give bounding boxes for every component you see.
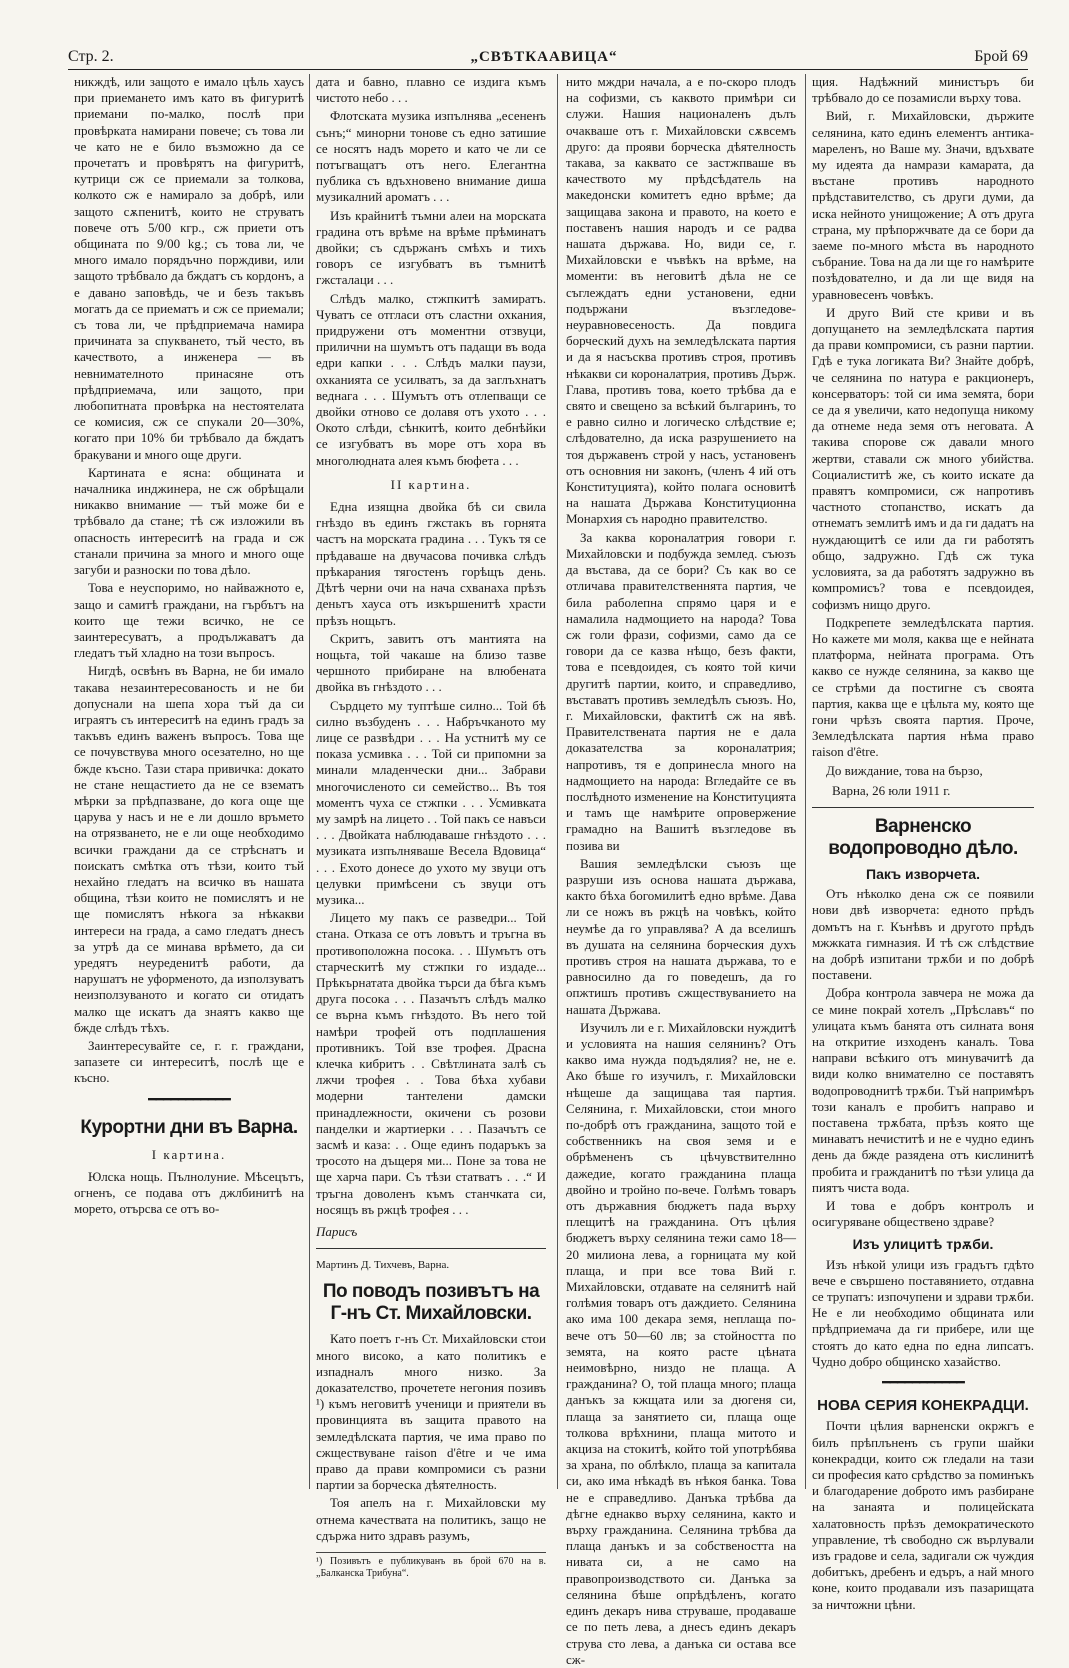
paragraph: До виждание, това на бързо, <box>826 762 983 778</box>
paragraph: Изъ крайнитѣ тъмни алеи на морската градина отъ врѣме на врѣме прѣминатъ двойки; съ сдържанъ смѣхъ и тихъ говоръ се изгубватъ въ тъмнитѣ гжсталаци . . . <box>316 207 546 288</box>
paragraph: Като поетъ г-нъ Ст. Михайловски стои много високо, а като политикъ е изпадналъ много низко. За доказателство, прочетете негония позивъ ¹) къмъ неговитѣ ученици и приятели въ провинцията въ защита правото на земледѣлската партия, че има право по сжществуване raison d'être и че има право да прави компромиси съ разни партии за борческа дѣятелность. <box>316 1331 546 1493</box>
section-subheading: II картина. <box>390 476 472 492</box>
paragraph: Заинтересувайте се, г. г. граждани, запазете си интереситѣ, послѣ ще е късно. <box>74 1037 304 1086</box>
paragraph: Картината е ясна: общината и началника инджинера, не сж обрѣщали никакво внимание — тъй може би е трѣбвало да стане; тѣ сж изложили въ опасность интереситѣ на града и сж станали причина за много и много още загуби и разноски по това дѣло. <box>74 464 304 578</box>
paragraph: Добра контрола завчера не можа да се мине покрай хотелъ „Прѣславъ“ по улицата къмъ банята отъ силната воня на откритие изходенъ каналъ. Това направи всѣкиго отъ минувачитѣ да види колко внимателно се поставятъ водопроводнитѣ трѫби. Тъй напримѣръ този каналъ е пробитъ направо и поставена трѫбата, прѣзъ която ще минаватъ нечиститѣ и не е чудно единъ день да бжде разядена отъ кислинитѣ пробита и гражданитѣ по тѣзи улица да пиятъ чиста вода. <box>812 985 1034 1195</box>
page-header <box>68 40 1028 70</box>
paragraph: Лицето му пакъ се разведри... Той стана. Отказа се отъ ловътъ и тръгна въ противоположна посока. . . Шумътъ отъ старческитѣ му стжпки го издаде... Прѣкърнатата двойка търси да бѣга къмъ друга посока . . . Пазачътъ слѣдъ малко се върна къмъ гнѣздото. Въ него той намѣри трофей отъ подплашения противникъ. Той взе трофея. Драсна клечка кибритъ . . Свѣтлината залѣ съ лжчи трофея . . Това бѣха хубави модерни тантелени дамски принадлежности, окичени съ розови панделки и жартиерки . . . Пазачътъ се засмѣ и каза: . . Още единъ подаръкъ за тросото на дъщеря ми... Поне за това не ще харча пари. Съ тѣзи статватъ . . .“ И тръгна доволенъ къмъ станчката си, носящъ въ ржцѣ трофея . . . <box>316 910 546 1217</box>
section-heading: Пакъ изворчета. <box>866 865 980 882</box>
paragraph: нито мждри начала, а е по-скоро плодъ на софизми, съ каквото примѣри си служи. Нашия националенъ дълъ очакваше отъ г. Михайловски сѫвсемъ друго: да прояви борческа дѣятелность такава, за каквато се застжпваше въ качеството му прѣдсѣдатель на македонски комитетъ едно врѣме; да защищава закона и правото, на което е поставенъ нашия народъ и се радва нашата държава. Но, види се, г. Михайловски е чъвѣкъ на врѣме, на моменти: въ неговитѣ дѣла не се съглеждатъ едни установени, едни подържани възгледове-неуравновесеность. Да повдига борческий духъ на земледѣлската партия и да я насъсква противъ строя, противъ нѣкакви си короналатрия, противъ Държ. Глава, противъ това, което трѣбва да е свято и свещено за всѣкий българинъ, то е равно силно и логическо слѣдствие е; слѣдователно, да иска разрушението на тоя държавенъ строй у насъ, установенъ отъ основния ни законъ, (членъ 4 ий отъ Конституцията), който полага основитѣ на нашата Държава Конституционна Монархия съ народно правителство. <box>566 74 796 527</box>
masthead: „СВѢТКААВИЦА“ <box>470 49 618 65</box>
ornament-divider: ━━━━━━━━━━━ <box>882 1376 964 1392</box>
paragraph: Сърдцето му туптѣше силно... Той бѣ силно възбуденъ . . . Набръчканото му лице се развѣдри . . . На устнитѣ му се показа усмивка . . . Той си припомни за минали младенчески дни... Забрави многочисленото си семейство... Въ тоя моментъ чуха се стжпки . . . Усмивката му замрѣ на лицето . . Той пакъ се навъси . . . Двойката наблюдаваше гнѣздото . . . музиката изпълняваше Весела Вдовица“ . . . Ехото донесе до ухото му звуци отъ целувки примѣсени съ звуци отъ музика... <box>316 697 546 907</box>
signature: Парисъ <box>316 1224 358 1240</box>
paragraph: И друго Вий сте криви и въ допущането на земледѣлската партия да прави компромиси, съ разни партии. Гдѣ е тука логиката Ви? Знайте добрѣ, че селянина по натура е ракционеръ, консерваторъ: той си има земята, бори се да я увеличи, като недопуща никому да отнеме неда земя отъ неговата. А такива спорове сж давали много жертви, ставали сж много убийства. Социалиститѣ же, съ които искате да правятъ компромиси, сж напротивъ частното стопанство, искатъ да отнематъ землитѣ имъ и да ги дадатъ на нуждающитѣ се или да ги работятъ общо, задружно. Гдѣ сж тука условията, за да работятъ задружно въ компромисъ? това е псевдоидея, софизмъ нищо друго. <box>812 304 1034 612</box>
paragraph: дата и бавно, плавно се издига къмъ чистото небо . . . <box>316 74 546 106</box>
paragraph: Подкрепете земледѣлската партия. Но кажете ми моля, каква ще е нейната платформа, нейната програма. Отъ какво се нужде селянина, за какво ще се стрѣми да постигне съ своята партия, каква ще е цѣльта му, която ще гони чрѣзъ своята партия. Проче, Земледѣлската партия нѣма право raison d'être. <box>812 614 1034 760</box>
column-4 <box>812 74 1034 1612</box>
column-divider <box>805 74 806 1489</box>
column-3 <box>566 74 796 1667</box>
paragraph: Отъ нѣколко дена сж се появили нови двѣ изворчета: едното прѣдъ домътъ на г. Кънѣвъ и другото прѣдъ мжжката гимназия. И тѣ сж слѣдствие на добрѣ изпитани трѫби и по добрѣ поставени. <box>812 886 1034 983</box>
footnote: ¹) Позивътъ е публикуванъ въ брой 670 на в. „Балканска Трибуна“. <box>316 1552 546 1580</box>
column-2 <box>316 74 546 1580</box>
paragraph: Слѣдъ малко, стжпкитѣ замиратъ. Чуватъ се отгласи отъ сластни охкания, придружени отъ моментни отзвуци, прилични на шумътъ отъ падащи въ вода едри капки . . . Слѣдъ малки паузи, охканията се усилватъ, за да заглъхнатъ веднага . . . Шумътъ отъ отлепващи се двойки отново се долавя отъ ухото . . . Окото слѣди, сѣнкитѣ, които дебнѣйки се изгубватъ въ море отъ хора въ многолюдната алея къмъ бюфета . . . <box>316 290 546 468</box>
ornament-divider: ━━━━━━━━━━━ <box>148 1092 230 1108</box>
paragraph: Това е неуспоримо, но найважното е, защо и самитѣ граждани, на гърбътъ на които ще тежи всичко, не се заинтересуватъ, а продължаватъ да гледатъ тъй хладно на този въпросъ. <box>74 580 304 661</box>
issue-number: Брой 69 <box>974 48 1028 65</box>
paragraph: щия. Надѣжний министъръ би трѣбвало до се позамисли върху това. <box>812 74 1034 106</box>
paragraph: Нигдѣ, освѣнъ въ Варна, не би имало такава незаинтересованость и не би допуснали на шепа хора тъй да си играятъ съ интереситѣ на единъ градъ за такъвъ единъ важенъ въпросъ. Това ще се почувствува много осезателно, но ще бжде късно. Тази стара привичка: докато не стане нещастието да не се взематъ мѣрки за прѣдпазване, до кога още ще царува у насъ и не е ли дошло връмето на отрязването, не е ли още необходимо всички граждани да се стрѣснатъ и поискатъ смѣтка отъ тѣзи, които тъй нехайно гледатъ на всичко въ нашата община, тѣзи които не помислятъ и не ще помислятъ нѣкога за нѣкакви интереси на града, а само гледатъ днесъ за утрѣ да се минава врѣмето, да си уредятъ неуреденитѣ работи, да нарушатъ не уформеното, да използуватъ неизползуваното и когато си отидатъ малко ще искатъ да знаятъ какво ще бжде слѣдъ тѣхъ. <box>74 663 304 1035</box>
page-number: Стр. 2. <box>68 48 114 65</box>
article-heading-waterworks: Варненско водопроводно дѣло. <box>828 815 1018 859</box>
paragraph: Скритъ, завитъ отъ мантията на нощьта, той чакаше на близо тазве чершното прибиране на влюбената двойка въ гнѣздото . . . <box>316 630 546 695</box>
article-heading-appeal: По поводъ позивътъ на Г-нъ Ст. Михайловски. <box>322 1281 540 1325</box>
paragraph: За каква короналатрия говори г. Михайловски и подбужда землед. съюзъ да въстава, да се бори? Съ как во се отличава правителственнята партия, че била раболепна спрямо царя и е намалила надмощието на народа? Това сж голи фрази, софизми, само да се говори да се казва нѣщо, безъ факти, това е псевдоидея, съ която той кичи другитѣ партии, които, и справедливо, въставатъ противъ земледѣлъ съюзъ. Но, г. Михайловски, фактитѣ сж на явѣ. Правителствената партия не е дала доказателства за короналатрия; напротивъ, тя е допринесла много на надмощието на народа: Вгледайте се въ послѣдното изменение на Конституцията и тамъ ще намѣрите опровержение грамадно на Вашитѣ възгледове въ позива ви <box>566 529 796 853</box>
paragraph: Вий, г. Михайловски, държите селянина, като единъ елементъ антика-мареленъ, но Ваше му. Значи, вдъхвате му идеята да намрази камарата, да въстане противъ народното прѣдставителство, съ други думи, да иска нейното унищожение; А отъ друга страна, му прѣпоржчвате да се бори да заеме по-много мѣста въ народното събрание. Това на да ли ще го намѣрите позѣдователно, и да ли ще видя на уравновесенъ човѣкъ. <box>812 108 1034 302</box>
paragraph: Вашия земледѣлски съюзъ ще разруши изъ основа нашата държава, както бѣха богомилитѣ едно врѣме. Дава ли се ножъ въ ржцѣ на човѣкъ, който неумѣе да го управлява? А да вселишъ въ душата на селянина борческия духъ противъ строя на нашата държава, то е равносилно да го поведешъ, да го опжтишъ противъ сжществуванието на нашата Държава. <box>566 855 796 1017</box>
paragraph: Изучилъ ли е г. Михайловски нуждитѣ и условията на нашия селянинъ? Отъ какво има нужда подъдялия? не, не е. Ако бѣше го изучилъ, г. Михайловски нѣщеше да защищава тая партия. Селянина, г. Михайловски, стои много по-добрѣ отъ гражданина, защото той е собственникъ на своя земя и е обрѣмененъ съ цѣчувствителнно дажедие, когато гражданина плаща двойно и тройно по-вече. Голѣмъ товаръ отъ държавния бюджетъ пада върху плещитѣ на гражданина. Отъ цѣлия бюджетъ върху селянина тежи само 18—20 милиона лева, а горницата му кой плаща, и при все това Вий г. Михайловски, отдавате на селянитѣ най голѣмия товаръ отъ даждието. Селянина ако има 100 декара земя, неплаща по-вече отъ 50—60 лв; за стойността по земята, на която расте цѣната неимовѣрно, низдо не плаща. А гражданина? О, той плаща много; плаща данъкъ за кжщата или за дюгеня си, плаща за занятието си, плаща още толкова врѣхнини, плаща митото и акциза на стокитѣ, който той употрѣбява за храна, по облѣкло, плаща за капитала си, ако има нѣкадѣ въ нѣкоя банка. Това не е справедливо. Данъка трѣбва да дѣгне еднакво върху селянина, както и върху гражданина. Селянина трѣбва да плаща данъкъ и за собствеността на нивата си, а не само на правопроизводството си. Данъка за селянина бѣше опрѣдѣленъ, когато единъ декаръ нива струваше, продаваше се по петь лева, а днесъ единъ декаръ струва сто лева, а данъка си остава все сж- <box>566 1019 796 1667</box>
divider <box>316 1248 546 1249</box>
column-divider <box>309 74 310 1489</box>
paragraph: Тоя апелъ на г. Михайловски му отнема качествата на политикъ, защо не сдържа нито здравъ разумъ, <box>316 1495 546 1543</box>
article-heading-resort: Курортни дни въ Варна. <box>80 1116 298 1138</box>
column-1 <box>74 74 304 1489</box>
dateline: Варна, 26 юли 1911 г. <box>832 782 951 798</box>
paragraph: И това е добръ контролъ и осигуряване обществено здраве? <box>812 1198 1034 1230</box>
divider <box>812 807 1034 808</box>
paragraph: Юлска нощь. Пълнолуние. Мѣсецътъ, огненъ, се подава отъ джлбинитѣ на морето, отърсва се отъ во- <box>74 1169 304 1217</box>
paragraph: Почти цѣлия варненски окржгъ е билъ прѣплъненъ съ групи шайки конекрадци, които сж гледали на тази си професия като срѣдство за поминъкъ и благодарение доброто имъ разбиране на занаята и полицейската халатовность прѣзъ демократическото управление, тѣ свободно сж върлували изъ градове и села, задигали сж чуждия добитъкъ, дребенъ и едъръ, а най много коне, които продавали изъ пазарищата за ничтожни цѣни. <box>812 1418 1034 1612</box>
section-subheading: I картина. <box>151 1146 227 1162</box>
paragraph: Една изящна двойка бѣ си свила гнѣздо въ единъ гжстакъ въ горнята частъ на морската градина . . . Тукъ тя се прѣдаваше на двучасова почивка слѣдъ прѣкарания тягостенъ горѣщъ день. Дѣтѣ черни очи на нача схванаха прѣзъ деньтъ хауса отъ изкършенитѣ храсти прѣзъ нощьтъ. <box>316 499 546 628</box>
column-divider <box>557 74 558 1489</box>
paragraph: Флотската музика изпълнява „есененъ сънъ;“ минорни тонове съ едно затишие се носятъ надъ морето и като че ли се потъгващатъ отъ него. Елегантна публика съ вдъхновено внимание диша музикалний ароматъ . . . <box>316 108 546 205</box>
paragraph: никждѣ, или защото е имало цѣль хаусъ при приемането имъ като въ фигуритѣ приемани по-малко, послѣ при провѣрката намирани повече; съ това ли че като не е било възможно да се прочетатъ и провѣрятъ на фигуритѣ, кутрици сж се приемали за толкова, колкото сж е намирало за добрѣ, или защото сѫпенитѣ, които не струватъ повече отъ 5/00 кгр., сж приети отъ общината по 9/00 kg.; съ това ли, че много имало порядъчно порждиви, или защото трѣбвало да бждатъ съ кордонъ, а е давано заповѣдь, че и безъ такъвъ могатъ да се приематъ и сж се приемали; съ това ли, че прѣдприемача намира причината за спукването, тъй често, въ качеството, а инженера — въ невнимателното принасяне отъ прѣдприемача, или защото, при любопитната провѣрка на нестоятелата се комисия, сж се спукали 20—30%, когато при 10% би трѣбвало да бждатъ бракувани и много още други. <box>74 74 304 462</box>
paragraph: Изъ нѣкой улици изъ градътъ гдѣто вече е свършено поставянието, отдавна се трупатъ: изпочупени и здрави трѫби. Не е ли необходимо общината или прѣдприемача да ги прибере, или ще стоятъ до като една по една липсатъ. Чудно добро общинско хазайство. <box>812 1256 1034 1369</box>
article-heading-horse-thieves: НОВА СЕРИЯ КОНЕКРАДЦИ. <box>817 1397 1029 1415</box>
byline: Мартинъ Д. Тихчевъ, Варна. <box>316 1259 450 1272</box>
section-heading: Изъ улицитѣ трѫби. <box>852 1236 994 1253</box>
